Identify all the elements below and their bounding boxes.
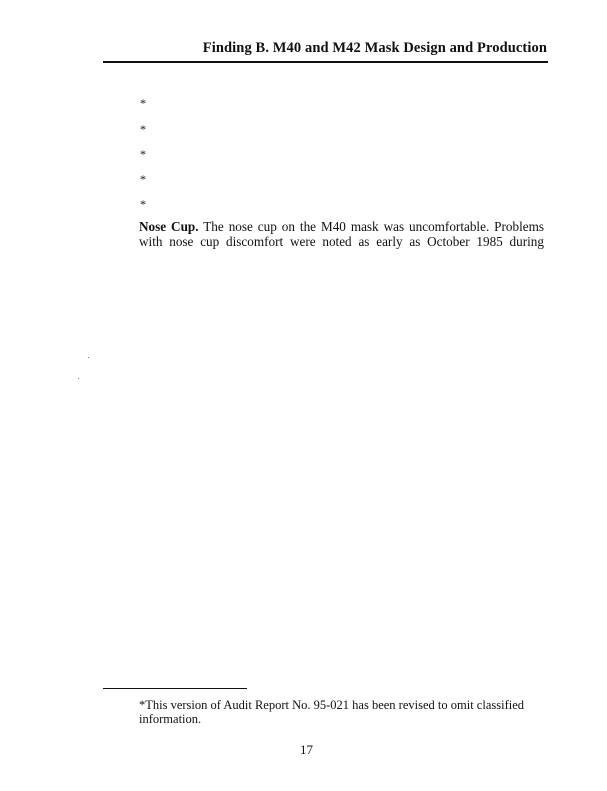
footnote: *This version of Audit Report No. 95-021 has been revised to omit classified information.: [139, 698, 525, 726]
paragraph-text: The nose cup on the M40 mask was uncomfortable. Problems with nose cup discomfort were noted as early as October 1985 during: [139, 219, 544, 249]
page-header-title: Finding B. M40 and M42 Mask Design and Production: [202, 40, 547, 56]
bullet-marker: *: [140, 96, 146, 110]
bullet-marker: *: [140, 172, 146, 186]
scan-speck: [78, 378, 79, 379]
footnote-rule: [103, 688, 247, 689]
bullet-marker: *: [140, 147, 146, 161]
bullet-marker: *: [140, 197, 146, 211]
body-paragraph: [139, 219, 544, 249]
page-number: 17: [300, 742, 313, 757]
paragraph-heading: Nose Cup.: [139, 219, 199, 234]
header-rule: [103, 61, 548, 63]
scan-speck: [88, 357, 89, 358]
bullet-marker: *: [140, 122, 146, 136]
